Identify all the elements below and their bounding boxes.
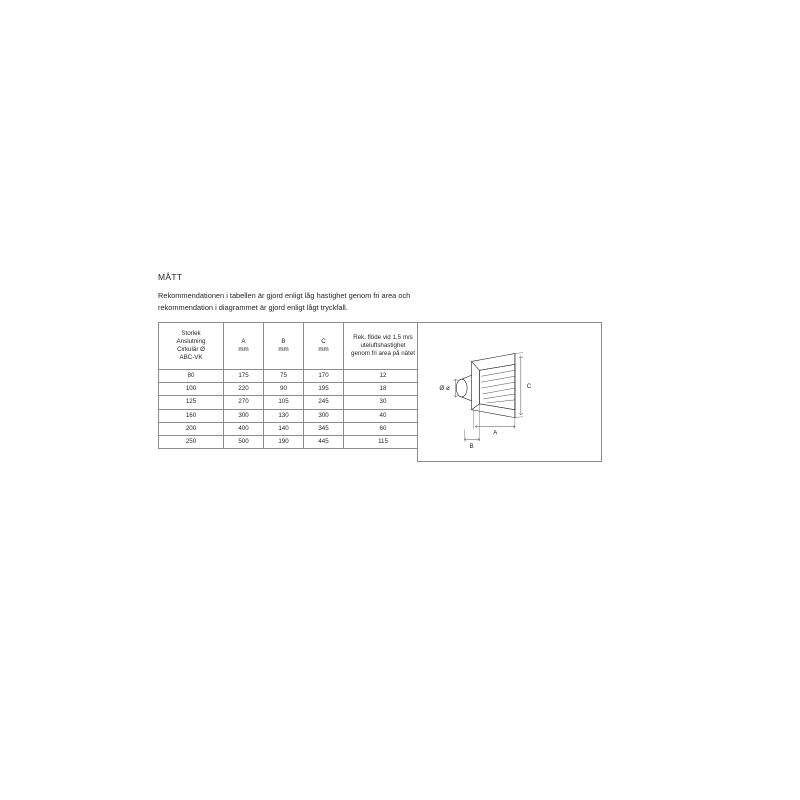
cell-c: 195 xyxy=(304,383,344,396)
vent-hood-technical-drawing xyxy=(418,323,601,461)
cell-storlek: 250 xyxy=(159,436,224,449)
label-a: A xyxy=(493,429,498,437)
cell-a: 270 xyxy=(224,396,264,409)
header-c-letter: C xyxy=(321,337,326,345)
cell-storlek: 80 xyxy=(159,370,224,383)
cell-a: 220 xyxy=(224,383,264,396)
collar-side-lines xyxy=(462,375,472,401)
header-line-anslutning: Anslutning xyxy=(176,337,206,345)
header-flow-line1: Rek. flöde vid 1,5 m/s xyxy=(353,333,413,341)
cell-a: 500 xyxy=(224,436,264,449)
cell-storlek: 200 xyxy=(159,422,224,435)
cell-storlek: 100 xyxy=(159,383,224,396)
table-row xyxy=(159,383,423,396)
dimension-diameter xyxy=(454,379,458,397)
cell-flow: 12 xyxy=(344,370,423,383)
cell-storlek: 125 xyxy=(159,396,224,409)
header-line-cirkular: Cirkulär Ø xyxy=(177,346,205,353)
dimensions-table-container xyxy=(158,322,415,449)
column-header-c xyxy=(304,323,344,370)
table-row xyxy=(159,422,423,435)
cell-b: 130 xyxy=(264,409,304,422)
hood-left-edge xyxy=(472,361,480,409)
cell-flow: 18 xyxy=(344,383,423,396)
table-row xyxy=(159,396,423,409)
header-c-unit: mm xyxy=(318,346,329,354)
intro-paragraph: Rekommendationen i tabellen är gjord enligt låg hastighet genom fri area och rekommendation i diagrammet är gjord enligt lågt tryckfall. xyxy=(158,291,411,312)
cell-b: 75 xyxy=(264,370,304,383)
dimension-c xyxy=(515,353,523,418)
table-body xyxy=(159,370,423,449)
cell-b: 190 xyxy=(264,436,304,449)
column-header-a xyxy=(224,323,264,370)
hood-louver-lines xyxy=(481,370,515,403)
header-a-unit: mm xyxy=(238,346,249,354)
cell-c: 445 xyxy=(304,436,344,449)
duct-collar-ellipse xyxy=(456,379,467,397)
product-drawing-panel xyxy=(417,322,602,462)
table-row xyxy=(159,409,423,422)
header-line-storlek: Storlek xyxy=(181,329,201,337)
cell-c: 345 xyxy=(304,422,344,435)
table-header-row xyxy=(159,323,423,370)
cell-b: 140 xyxy=(264,422,304,435)
cell-a: 175 xyxy=(224,370,264,383)
table-header xyxy=(159,323,423,370)
cell-c: 170 xyxy=(304,370,344,383)
cell-a: 400 xyxy=(224,422,264,435)
table-row xyxy=(159,436,423,449)
header-flow-line3: genom fri area på nätet xyxy=(351,350,415,358)
page-title: MÅTT xyxy=(158,272,183,282)
label-c: C xyxy=(526,383,532,391)
header-b-letter: B xyxy=(281,337,286,345)
cell-c: 300 xyxy=(304,409,344,422)
hood-back-plate xyxy=(472,354,515,418)
cell-a: 300 xyxy=(224,409,264,422)
dimensions-table xyxy=(158,322,423,449)
header-line-abcvk: ABC-VK xyxy=(179,354,203,362)
header-b-unit: mm xyxy=(278,346,289,354)
cell-flow: 40 xyxy=(344,409,423,422)
table-row xyxy=(159,370,423,383)
label-diameter: Ø ø xyxy=(439,385,450,393)
label-b: B xyxy=(469,443,474,451)
cell-flow: 60 xyxy=(344,422,423,435)
cell-b: 105 xyxy=(264,396,304,409)
column-header-storlek xyxy=(159,323,224,370)
header-flow-line2: uteluftshastighet xyxy=(360,341,406,349)
cell-c: 245 xyxy=(304,396,344,409)
cell-b: 90 xyxy=(264,383,304,396)
column-header-flow xyxy=(344,323,423,370)
cell-flow: 30 xyxy=(344,396,423,409)
cell-flow: 115 xyxy=(344,436,423,449)
cell-storlek: 160 xyxy=(159,409,224,422)
dimension-a xyxy=(474,410,515,429)
header-a-letter: A xyxy=(241,337,246,345)
column-header-b xyxy=(264,323,304,370)
